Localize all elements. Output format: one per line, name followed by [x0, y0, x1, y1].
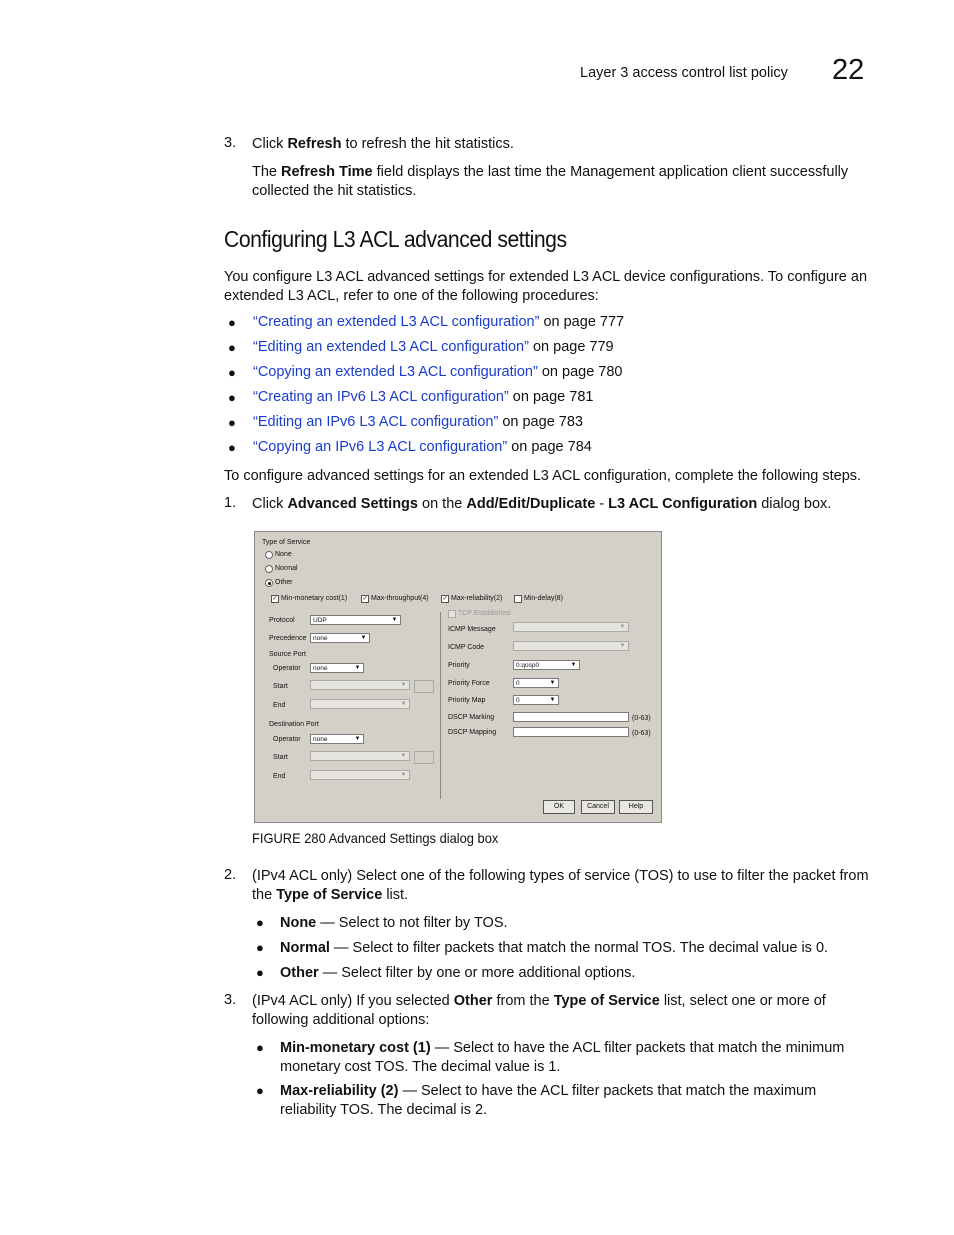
max-throughput-checkbox[interactable]: ✓ — [362, 596, 368, 602]
source-port-label: Source Port — [269, 651, 306, 658]
bullet: ● — [256, 915, 264, 930]
text: on page 781 — [508, 389, 594, 405]
text: - — [595, 496, 609, 512]
list-item — [253, 314, 624, 330]
protocol-label: Protocol — [269, 617, 295, 624]
dest-operator-value: none — [313, 736, 328, 743]
cross-reference-link[interactable]: “Creating an extended L3 ACL configuration” — [253, 314, 540, 330]
chevron-down-icon: ▼ — [354, 736, 361, 742]
cancel-button[interactable]: Cancel — [581, 800, 615, 814]
chevron-down-icon: ▼ — [619, 643, 626, 649]
cross-reference-link[interactable]: “Editing an IPv6 L3 ACL configuration” — [253, 414, 499, 430]
text: reliability TOS. The decimal is 2. — [280, 1102, 488, 1118]
priority-force-label: Priority Force — [448, 680, 490, 687]
source-start-select[interactable] — [310, 680, 410, 690]
text: list. — [382, 887, 409, 903]
chevron-down-icon: ▼ — [400, 753, 407, 759]
text: following additional options: — [252, 1012, 430, 1028]
cross-reference-link[interactable]: “Editing an extended L3 ACL configuration” — [253, 339, 529, 355]
max-throughput-label: Max-throughput(4) — [371, 595, 429, 602]
dscp-mapping-label: DSCP Mapping — [448, 729, 497, 736]
icmp-code-label: ICMP Code — [448, 644, 485, 651]
chevron-down-icon: ▼ — [400, 772, 407, 778]
text: collected the hit statistics. — [252, 183, 417, 199]
min-monetary-label: Min-monetary cost(1) — [281, 595, 348, 602]
dscp-marking-range: (0-63) — [632, 715, 651, 722]
term: None — [280, 915, 317, 931]
text: from the — [492, 993, 554, 1009]
text: — Select to have the ACL filter packets that match the maximum — [398, 1083, 817, 1099]
cross-reference-link[interactable]: “Copying an IPv6 L3 ACL configuration” — [253, 439, 508, 455]
dscp-mapping-input[interactable] — [513, 727, 629, 737]
text: on page 777 — [539, 314, 625, 330]
source-start-spin-button[interactable] — [414, 680, 434, 693]
bullet: ● — [228, 390, 236, 405]
section-heading: Configuring L3 ACL advanced settings — [224, 226, 567, 252]
precedence-select[interactable] — [310, 633, 370, 643]
bullet: ● — [256, 965, 264, 980]
list-item — [280, 914, 870, 933]
chevron-down-icon: ▼ — [400, 682, 407, 688]
chevron-down-icon: ▼ — [570, 662, 577, 668]
ok-button[interactable]: OK — [543, 800, 575, 814]
type-of-service-label: Type of Service — [262, 539, 311, 546]
column-divider — [440, 612, 441, 799]
priority-map-label: Priority Map — [448, 697, 486, 704]
step-text — [252, 495, 872, 514]
chevron-down-icon: ▼ — [400, 701, 407, 707]
tos-normal-radio[interactable] — [265, 565, 273, 573]
text: monetary cost TOS. The decimal value is 1. — [280, 1059, 561, 1075]
list-item — [253, 364, 623, 380]
destination-port-label: Destination Port — [269, 721, 319, 728]
icmp-message-select[interactable] — [513, 622, 629, 632]
tos-none-radio[interactable] — [265, 551, 273, 559]
text: — Select to filter packets that match the normal TOS. The decimal value is 0. — [329, 940, 829, 956]
term: Min-monetary cost (1) — [280, 1040, 431, 1056]
text: — Select filter by one or more additional options. — [318, 965, 636, 981]
bullet: ● — [256, 940, 264, 955]
min-monetary-checkbox[interactable]: ✓ — [272, 596, 278, 602]
steps-intro: To configure advanced settings for an extended L3 ACL configuration, complete the following steps. — [224, 468, 862, 484]
priority-force-value: 0 — [516, 680, 520, 687]
ui-term-l3-acl-configuration: L3 ACL Configuration — [608, 496, 758, 512]
list-item — [280, 939, 870, 958]
list-item — [253, 339, 614, 355]
source-end-label: End — [273, 702, 286, 709]
dest-operator-label: Operator — [273, 736, 301, 743]
dscp-mapping-range: (0-63) — [632, 730, 651, 737]
cross-reference-link[interactable]: “Copying an extended L3 ACL configuration” — [253, 364, 538, 380]
min-delay-checkbox[interactable] — [514, 595, 522, 603]
figure-caption: FIGURE 280 Advanced Settings dialog box — [252, 830, 499, 846]
text: Click — [252, 496, 288, 512]
ui-term-type-of-service: Type of Service — [276, 887, 383, 903]
source-operator-select[interactable] — [310, 663, 364, 673]
icmp-message-label: ICMP Message — [448, 626, 496, 633]
chevron-down-icon: ▼ — [360, 635, 367, 641]
text: You configure L3 ACL advanced settings for extended L3 ACL device configurations. To configure an — [224, 269, 868, 285]
text: dialog box. — [757, 496, 832, 512]
precedence-value: none — [313, 635, 328, 642]
text: on page 779 — [528, 339, 614, 355]
chevron-down-icon: ▼ — [354, 665, 361, 671]
step-note — [252, 163, 872, 201]
dest-end-select[interactable] — [310, 770, 410, 780]
priority-force-select[interactable] — [513, 678, 559, 688]
priority-label: Priority — [448, 662, 470, 669]
bullet: ● — [228, 365, 236, 380]
term: Normal — [280, 940, 330, 956]
chevron-down-icon: ▼ — [391, 617, 398, 623]
priority-select[interactable] — [513, 660, 580, 670]
help-button[interactable]: Help — [619, 800, 653, 814]
intro-paragraph — [224, 268, 874, 306]
text: extended L3 ACL, refer to one of the following procedures: — [224, 288, 599, 304]
source-operator-label: Operator — [273, 665, 301, 672]
tos-none-label: None — [275, 551, 292, 558]
chapter-number: 22 — [832, 54, 865, 86]
text: on the — [417, 496, 467, 512]
tos-other-radio[interactable] — [265, 579, 273, 587]
chevron-down-icon: ▼ — [549, 697, 556, 703]
term: Other — [280, 965, 319, 981]
ui-term-advanced-settings: Advanced Settings — [287, 496, 418, 512]
text: — Select to have the ACL filter packets that match the minimum — [430, 1040, 845, 1056]
tcp-established-label: TCP Established — [458, 610, 511, 617]
max-reliability-label: Max-reliability(2) — [451, 595, 503, 602]
text: to refresh the hit statistics. — [341, 136, 514, 152]
bullet: ● — [228, 440, 236, 455]
dscp-marking-label: DSCP Marking — [448, 714, 495, 721]
list-item — [253, 389, 593, 405]
ui-term-type-of-service: Type of Service — [553, 993, 660, 1009]
step-text — [252, 992, 872, 1030]
advanced-settings-dialog — [254, 531, 662, 823]
source-end-select[interactable] — [310, 699, 410, 709]
text: — Select to not filter by TOS. — [316, 915, 508, 931]
ui-term-refresh-time: Refresh Time — [281, 164, 373, 180]
text: on page 780 — [537, 364, 623, 380]
list-item — [280, 1082, 870, 1120]
tos-other-label: Other — [275, 579, 293, 586]
list-item — [280, 1039, 870, 1077]
min-delay-label: Min-delay(8) — [524, 595, 563, 602]
bullet: ● — [228, 415, 236, 430]
source-start-label: Start — [273, 683, 288, 690]
step-number: 2. — [224, 867, 237, 883]
step-number: 3. — [224, 135, 237, 151]
priority-map-select[interactable] — [513, 695, 559, 705]
dest-end-label: End — [273, 773, 286, 780]
dscp-marking-input[interactable] — [513, 712, 629, 722]
max-reliability-checkbox[interactable]: ✓ — [442, 596, 448, 602]
icmp-code-select[interactable] — [513, 641, 629, 651]
dest-start-label: Start — [273, 754, 288, 761]
bullet: ● — [256, 1040, 264, 1055]
list-item — [253, 439, 592, 455]
step-text — [252, 867, 872, 905]
chevron-down-icon: ▼ — [619, 624, 626, 630]
ui-term-other: Other — [453, 993, 493, 1009]
priority-map-value: 0 — [516, 697, 520, 704]
text: list, select one or more of — [659, 993, 826, 1009]
ui-term-add-edit-duplicate: Add/Edit/Duplicate — [466, 496, 596, 512]
chevron-down-icon: ▼ — [549, 680, 556, 686]
protocol-select[interactable] — [310, 615, 401, 625]
step-number: 1. — [224, 495, 237, 511]
text: The — [252, 164, 282, 180]
text: (IPv4 ACL only) Select one of the following types of service (TOS) to use to filter the packet from — [252, 868, 869, 884]
bullet: ● — [256, 1083, 264, 1098]
step-text — [252, 135, 872, 154]
tcp-established-checkbox[interactable] — [448, 610, 456, 618]
list-item — [280, 964, 870, 983]
text: on page 784 — [507, 439, 592, 455]
bullet: ● — [228, 315, 236, 330]
text: (IPv4 ACL only) If you selected — [252, 993, 454, 1009]
running-header-title: Layer 3 access control list policy — [580, 65, 788, 81]
protocol-value: UDP — [313, 617, 327, 624]
text: on page 783 — [498, 414, 583, 430]
tos-normal-label: Normal — [275, 565, 298, 572]
precedence-label: Precedence — [269, 635, 307, 642]
ui-term-refresh: Refresh — [287, 136, 342, 152]
cross-reference-link[interactable]: “Creating an IPv6 L3 ACL configuration” — [253, 389, 509, 405]
dest-operator-select[interactable] — [310, 734, 364, 744]
list-item — [253, 414, 583, 430]
dest-start-spin-button[interactable] — [414, 751, 434, 764]
bullet: ● — [228, 340, 236, 355]
source-operator-value: none — [313, 665, 328, 672]
term: Max-reliability (2) — [280, 1083, 399, 1099]
dest-start-select[interactable] — [310, 751, 410, 761]
text: the — [252, 887, 277, 903]
step-number: 3. — [224, 992, 237, 1008]
text: field displays the last time the Management application client successfully — [372, 164, 849, 180]
priority-value: 0:qosp0 — [516, 662, 540, 669]
text: Click — [252, 136, 288, 152]
